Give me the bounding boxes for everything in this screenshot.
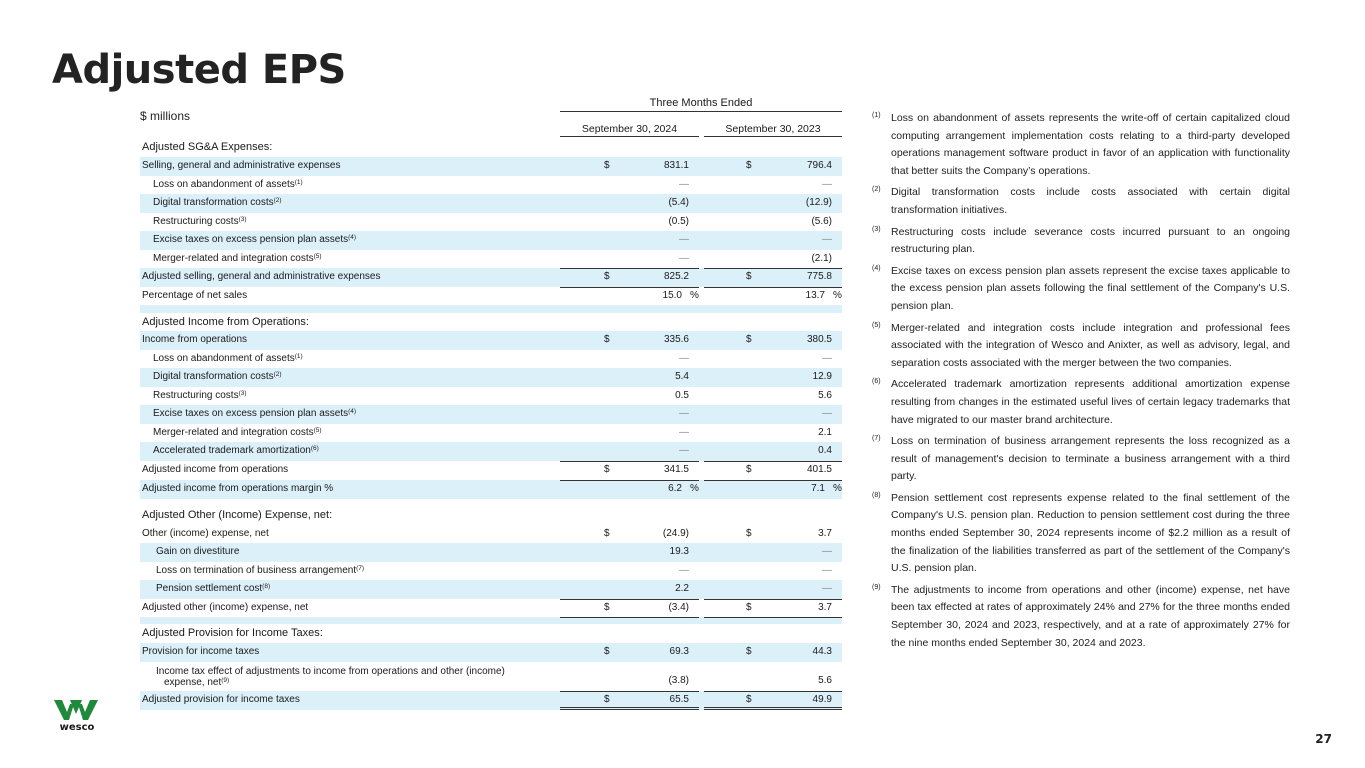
table-row [140, 194, 842, 213]
table-row [140, 442, 842, 461]
row-label: Loss on abandonment of assets$^{(1)}$ [153, 179, 303, 190]
section-heading-other-expense [140, 506, 842, 525]
percent-sign: % [690, 290, 699, 301]
row-label: Adjusted selling, general and administrative expenses [142, 271, 381, 282]
value-2023: 5.6 [818, 390, 832, 401]
currency-symbol: $ [746, 160, 752, 171]
table-row [140, 250, 842, 269]
page-number: 27 [1315, 732, 1332, 746]
value-2024: 831.1 [663, 160, 689, 171]
value-2024: 15.0 [662, 290, 682, 301]
value-2023: (12.9) [805, 197, 832, 208]
value-2024: — [679, 565, 689, 576]
value-2023: (5.6) [811, 216, 832, 227]
row-label: Adjusted income from operations margin % [142, 483, 334, 494]
table-row [140, 424, 842, 443]
currency-symbol: $ [746, 694, 752, 705]
value-2024: 341.5 [663, 464, 689, 475]
footnote: (5) Merger-related and integration costs include integration and professional fees associated with the integration of Wesco and Anixter, as well as advisory, legal, and separation costs associated with the merger between the two companies. [872, 321, 1290, 369]
row-label: Restructuring costs$^{(3)}$ [153, 390, 247, 401]
value-2024: — [679, 427, 689, 438]
value-2023: 13.7 [805, 290, 825, 301]
value-2024: — [679, 179, 689, 190]
footnote: (7) Loss on termination of business arrangement represents the loss recognized as a result of management's decision to terminate a business arrangement with a third party. [872, 435, 1290, 483]
row-label: Digital transformation costs$^{(2)}$ [153, 197, 282, 208]
currency-symbol: $ [746, 646, 752, 657]
wesco-logo-text: wesco [59, 722, 95, 733]
value-2024: 65.5 [669, 694, 689, 705]
row-label: Loss on abandonment of assets$^{(1)}$ [153, 353, 303, 364]
currency-symbol: $ [604, 528, 610, 539]
percent-sign: % [690, 483, 699, 494]
section-label: Adjusted Provision for Income Taxes: [142, 627, 323, 639]
percent-sign: % [833, 483, 842, 494]
section-label: Adjusted SG&A Expenses: [142, 141, 273, 153]
currency-symbol: $ [604, 464, 610, 475]
spacer-row [140, 305, 842, 313]
footnote: (8) Pension settlement cost represents expense related to the final settlement of the Company's U.S. pension plan. Reduction to pension settlement cost during the three months ended September 30, 2024 represents income of $2.2 million as a result of the finalization of the liabilities transferred as part of the settlement of the Company's U.S. pension plan. [872, 491, 1290, 575]
currency-symbol: $ [604, 694, 610, 705]
value-2024: — [679, 253, 689, 264]
row-label: Digital transformation costs$^{(2)}$ [153, 371, 282, 382]
value-2023: 401.5 [806, 464, 832, 475]
value-2024: 19.3 [669, 546, 689, 557]
row-label: Gain on divestiture [156, 546, 240, 557]
value-2024: 2.2 [675, 583, 689, 594]
value-2024: — [679, 353, 689, 364]
row-label: Adjusted provision for income taxes [142, 694, 300, 705]
table-row-total [140, 691, 842, 710]
row-label: Excise taxes on excess pension plan assets$^{(4)}$ [153, 234, 357, 245]
table-row [140, 368, 842, 387]
value-2023: 49.9 [812, 694, 832, 705]
unit-label: $ millions [140, 109, 191, 123]
table-row [140, 643, 842, 662]
footnote: (1) Loss on abandonment of assets represents the write-off of certain capitalized cloud computing arrangement implementation costs relating to a third-party developed operations management software product in favor of an application with functionality that better suits the Company’s operations. [872, 112, 1290, 177]
footnote: (9) The adjustments to income from operations and other (income) expense, net have been tax effected at rates of approximately 24% and 27% for the three months ended September 30, 2024 and 2023, respectively, and at a rate of approximately 27% for the nine months ended September 30, 2024 and 2023. [872, 583, 1290, 649]
section-label: Adjusted Other (Income) Expense, net: [142, 509, 333, 521]
footnote: (6) Accelerated trademark amortization represents additional amortization expense resulting from changes in the estimated useful lives of certain legacy trademarks that have migrated to our master brand architecture. [872, 378, 1290, 426]
table-row [140, 231, 842, 250]
table-row [140, 331, 842, 350]
row-label: Excise taxes on excess pension plan assets$^{(4)}$ [153, 408, 357, 419]
currency-symbol: $ [604, 271, 610, 282]
currency-symbol: $ [746, 602, 752, 613]
table-row-subtotal [140, 268, 842, 287]
row-label: Adjusted income from operations [142, 464, 289, 475]
row-label: Loss on termination of business arrangement$^{(7)}$ [156, 565, 365, 576]
value-2024: — [679, 234, 689, 245]
total-rule [560, 617, 699, 618]
period-group-header: Three Months Ended [560, 95, 842, 112]
currency-symbol: $ [604, 646, 610, 657]
table-row [140, 525, 842, 544]
value-2023: — [822, 353, 832, 364]
section-label: Adjusted Income from Operations: [142, 316, 309, 328]
page-title: Adjusted EPS [52, 47, 346, 93]
value-2023: 775.8 [806, 271, 832, 282]
currency-symbol: $ [604, 160, 610, 171]
currency-symbol: $ [746, 271, 752, 282]
value-2023: 5.6 [818, 675, 832, 686]
footnote: (4) Excise taxes on excess pension plan assets represent the excise taxes applicable to the excess pension plan assets following the final settlement of the Company's U.S. pension plan. [872, 264, 1290, 312]
value-2023: 3.7 [818, 528, 832, 539]
table-row [140, 176, 842, 195]
value-2023: — [822, 565, 832, 576]
currency-symbol: $ [604, 602, 610, 613]
value-2024: 6.2 [668, 483, 682, 494]
wesco-logo-icon [54, 700, 98, 722]
column-header-2023: September 30, 2023 [704, 121, 842, 137]
value-2023: — [822, 408, 832, 419]
table-row [140, 543, 842, 562]
row-label: Provision for income taxes [142, 646, 260, 657]
table-row-subtotal [140, 461, 842, 480]
value-2023: — [822, 179, 832, 190]
table-row [140, 480, 842, 499]
table-row-subtotal [140, 599, 842, 618]
value-2024: — [679, 445, 689, 456]
row-label: Adjusted other (income) expense, net [142, 602, 309, 613]
value-2024: (3.4) [668, 602, 689, 613]
table-row [140, 562, 842, 581]
value-2023: (2.1) [811, 253, 832, 264]
row-label: Percentage of net sales [142, 290, 248, 301]
value-2024: (3.8) [668, 675, 689, 686]
value-2024: 0.5 [675, 390, 689, 401]
table-row [140, 287, 842, 306]
value-2024: — [679, 408, 689, 419]
table-row [140, 350, 842, 369]
value-2023: 44.3 [812, 646, 832, 657]
row-label: Merger-related and integration costs$^{(5)}$ [153, 253, 322, 264]
row-label: Merger-related and integration costs$^{(5)}$ [153, 427, 322, 438]
section-heading-sga [140, 138, 842, 157]
table-row [140, 580, 842, 599]
value-2023: — [822, 234, 832, 245]
percent-sign: % [833, 290, 842, 301]
row-label: Other (income) expense, net [142, 528, 269, 539]
value-2024: 5.4 [675, 371, 689, 382]
row-label: Restructuring costs$^{(3)}$ [153, 216, 247, 227]
currency-symbol: $ [746, 464, 752, 475]
value-2023: 380.5 [806, 334, 832, 345]
value-2023: 796.4 [806, 160, 832, 171]
value-2023: 0.4 [818, 445, 832, 456]
footnotes [872, 110, 1290, 656]
table-row [140, 664, 842, 690]
total-rule [704, 617, 842, 618]
table-row [140, 213, 842, 232]
row-label: Accelerated trademark amortization$^{(6)}$ [153, 445, 319, 456]
row-label: Income from operations [142, 334, 248, 345]
row-label: Pension settlement cost$^{(8)}$ [156, 583, 271, 594]
row-label: Selling, general and administrative expenses [142, 160, 341, 171]
currency-symbol: $ [746, 528, 752, 539]
currency-symbol: $ [604, 334, 610, 345]
value-2024: (5.4) [668, 197, 689, 208]
value-2024: (24.9) [662, 528, 689, 539]
value-2024: (0.5) [668, 216, 689, 227]
row-label: Income tax effect of adjustments to income from operations and other (income) expense, net$^{(9)}$ [156, 666, 505, 688]
value-2024: 335.6 [663, 334, 689, 345]
footnote: (3) Restructuring costs include severance costs incurred pursuant to an ongoing restructuring plan. [872, 225, 1290, 256]
value-2023: — [822, 546, 832, 557]
section-heading-income-taxes [140, 624, 842, 643]
spacer-row [140, 617, 842, 624]
section-heading-operations [140, 313, 842, 332]
value-2023: 12.9 [812, 371, 832, 382]
column-header-2024: September 30, 2024 [560, 121, 699, 137]
table-row [140, 405, 842, 424]
table-row [140, 387, 842, 406]
value-2023: — [822, 583, 832, 594]
value-2023: 2.1 [818, 427, 832, 438]
value-2024: 825.2 [663, 271, 689, 282]
table-row [140, 157, 842, 176]
currency-symbol: $ [746, 334, 752, 345]
value-2023: 3.7 [818, 602, 832, 613]
value-2024: 69.3 [669, 646, 689, 657]
value-2023: 7.1 [811, 483, 825, 494]
footnote: (2) Digital transformation costs include costs associated with certain digital transformation initiatives. [872, 186, 1290, 216]
